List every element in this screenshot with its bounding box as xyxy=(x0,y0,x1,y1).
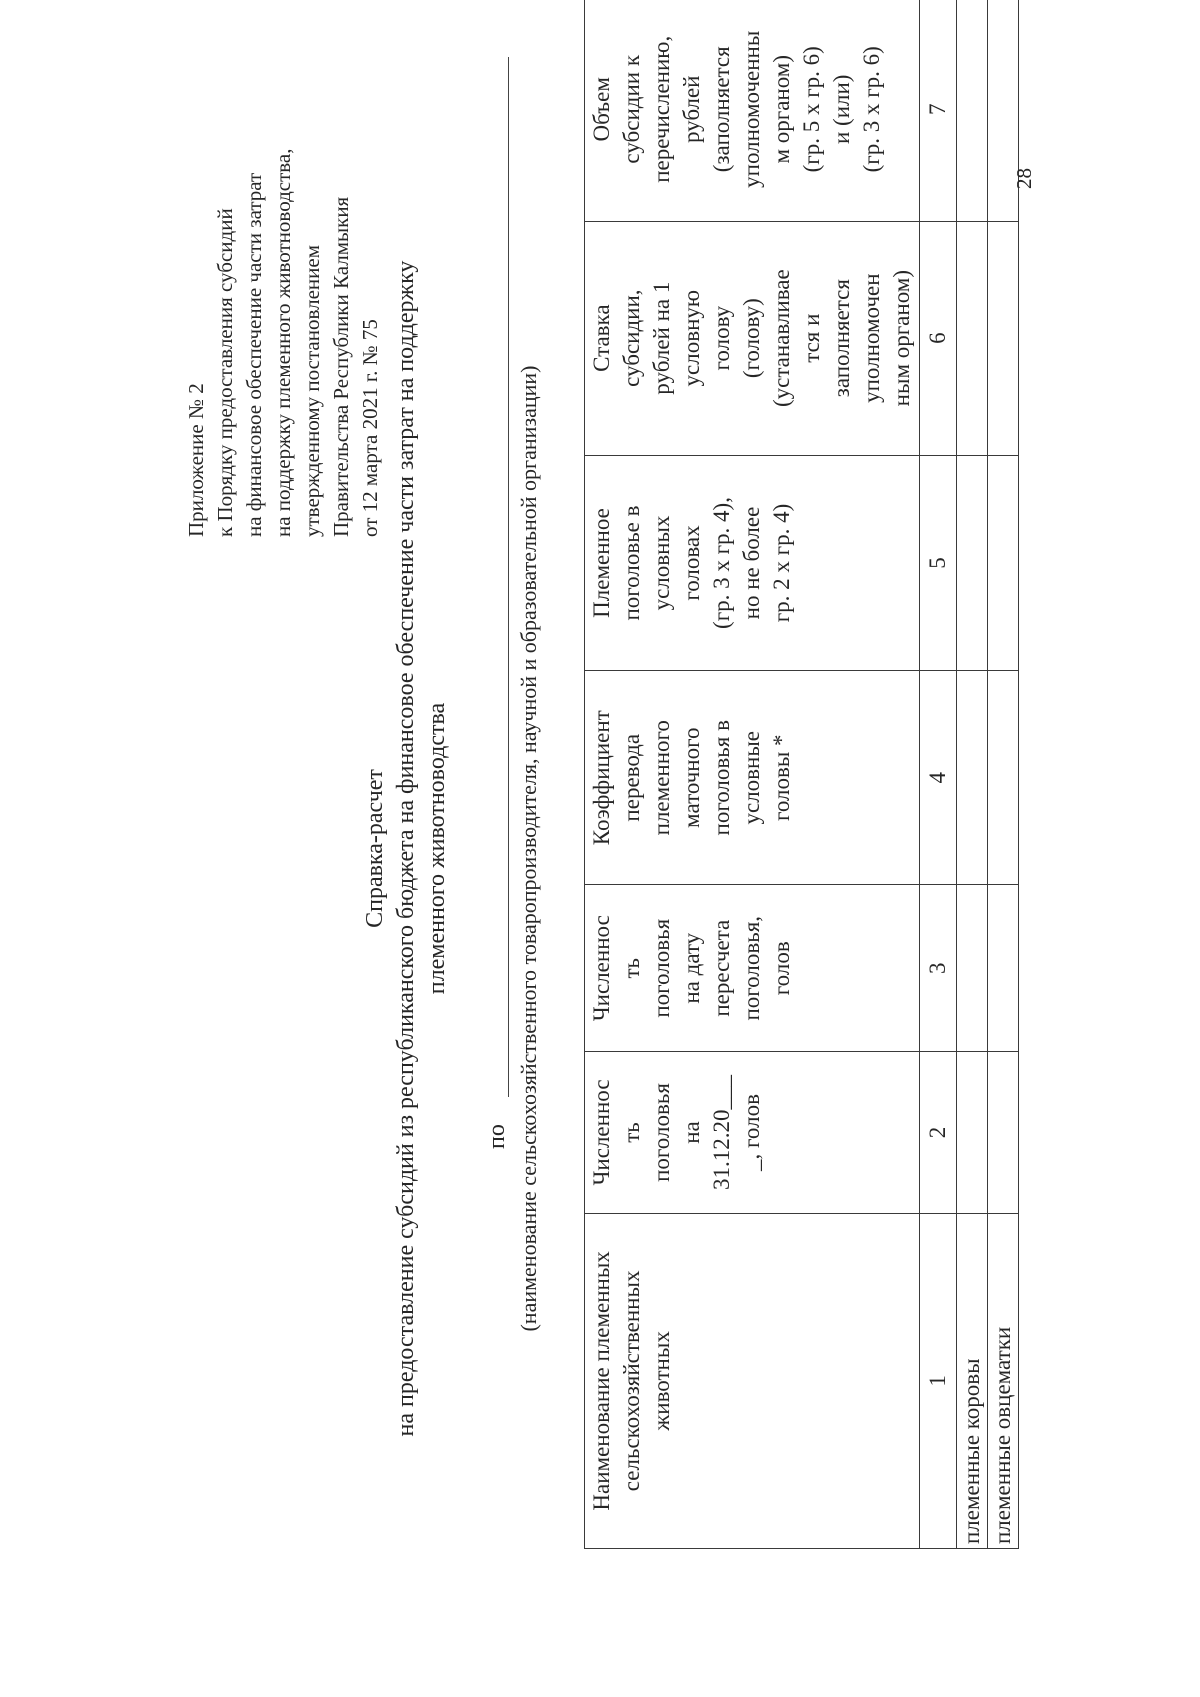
column-header-line: (гр. 3 х гр. 6) xyxy=(859,46,884,173)
title-heading: Справка-расчет xyxy=(362,769,388,928)
column-header-line: на xyxy=(679,1121,704,1144)
column-header-line: маточного xyxy=(679,727,704,828)
appendix-line: к Порядку предоставления субсидий xyxy=(213,208,237,537)
table-cell xyxy=(957,671,988,885)
column-header-line: поголовья в xyxy=(709,720,734,836)
column-header-line: поголовья xyxy=(649,1083,674,1182)
column-header-line: Наименование племенных xyxy=(589,1251,614,1511)
column-header-line: пересчета xyxy=(709,919,734,1017)
po-label: по xyxy=(484,1124,510,1149)
appendix-line: на поддержку племенного животноводства, xyxy=(271,148,295,537)
column-header-line: Ставка xyxy=(589,304,614,372)
table-cell xyxy=(957,0,988,221)
column-header-line: но не более xyxy=(739,506,764,620)
column-header-line: животных xyxy=(649,1331,674,1431)
column-header-line: субсидии, xyxy=(619,289,644,387)
column-header-line: перевода xyxy=(619,733,644,822)
column-header-line: Коэффициент xyxy=(589,710,614,846)
column-header-line: рублей xyxy=(679,75,704,144)
column-header-line: Объем xyxy=(589,77,614,142)
column-header-line: условных xyxy=(649,515,674,611)
table-cell xyxy=(988,885,1019,1052)
column-header-line: сельскохозяйственных xyxy=(619,1270,644,1492)
appendix-line: Правительства Республики Калмыкия xyxy=(329,196,353,537)
column-number: 6 xyxy=(920,221,957,455)
table-row xyxy=(957,0,988,1549)
animal-type-cell: племенные коровы xyxy=(957,1213,988,1548)
column-header xyxy=(585,455,920,670)
column-number: 5 xyxy=(920,455,957,670)
column-header-line: ть xyxy=(619,1122,644,1143)
column-header-line: голов xyxy=(769,941,794,996)
appendix-line: Приложение № 2 xyxy=(184,383,208,537)
title-line: на предоставление субсидий из республиканского бюджета на финансовое обеспечение части затрат на поддержку xyxy=(393,260,419,1437)
column-header-line: Численнос xyxy=(589,1079,614,1186)
table-cell xyxy=(957,1052,988,1214)
column-header-line: субсидии к xyxy=(619,54,644,164)
table-cell xyxy=(988,455,1019,670)
title-line: племенного животноводства xyxy=(424,702,450,995)
column-header-line: гр. 2 х гр. 4) xyxy=(769,503,794,623)
column-header-line: (гр. 5 х гр. 6) xyxy=(799,46,824,173)
column-header-line: условные xyxy=(739,730,764,825)
column-header xyxy=(585,1052,920,1214)
column-header-line: м органом) xyxy=(769,55,794,164)
table-cell xyxy=(988,1052,1019,1214)
appendix-line: от 12 марта 2021 г. № 75 xyxy=(358,319,382,537)
column-header-line: головы * xyxy=(769,734,794,822)
column-number: 4 xyxy=(920,671,957,885)
table-cell xyxy=(957,455,988,670)
table-cell xyxy=(957,221,988,455)
column-header-line: _, голов xyxy=(739,1094,764,1171)
column-header xyxy=(585,671,920,885)
table-cell xyxy=(988,671,1019,885)
column-header-line: и (или) xyxy=(829,74,854,145)
column-header-line: (устанавливае xyxy=(769,269,794,408)
page-number: 28 xyxy=(1012,168,1036,189)
table-row xyxy=(988,0,1019,1549)
appendix-line: на финансовое обеспечение части затрат xyxy=(242,172,266,537)
column-header-line: заполняется xyxy=(829,279,854,398)
appendix-line: утвержденному постановлением xyxy=(300,244,324,537)
column-header-line: поголовья, xyxy=(739,915,764,1021)
column-header-line: (гр. 3 х гр. 4), xyxy=(709,497,734,629)
column-number: 7 xyxy=(920,0,957,221)
column-header xyxy=(585,0,920,221)
document-title xyxy=(360,0,453,1697)
column-header-line: поголовье в xyxy=(619,505,644,621)
column-header-line: уполномоченны xyxy=(739,30,764,188)
animal-type-cell: племенные овцематки xyxy=(988,1213,1019,1548)
column-header-line: голову xyxy=(709,305,734,371)
column-header-line: Численнос xyxy=(589,915,614,1022)
column-header xyxy=(585,221,920,455)
column-header-line: ным органом) xyxy=(889,270,914,407)
table-cell xyxy=(988,221,1019,455)
column-header-line: рублей на 1 xyxy=(649,281,674,395)
column-header-line: поголовья xyxy=(649,918,674,1018)
column-header xyxy=(585,885,920,1052)
column-header-line: тся и xyxy=(799,313,824,363)
header-row xyxy=(585,0,920,1549)
column-header-line: 31.12.20___ xyxy=(709,1074,734,1190)
calculation-table xyxy=(584,0,1019,1549)
column-header-line: Племенное xyxy=(589,508,614,618)
column-number: 2 xyxy=(920,1052,957,1214)
appendix-block xyxy=(182,17,385,537)
column-header-line: головах xyxy=(679,525,704,601)
organization-blank-line xyxy=(508,57,509,1097)
column-number-row xyxy=(920,0,957,1549)
column-header-line: условную xyxy=(679,289,704,387)
column-header-line: ть xyxy=(619,957,644,979)
column-header xyxy=(585,1213,920,1548)
column-header-line: (заполняется xyxy=(709,46,734,173)
column-header-line: уполномочен xyxy=(859,273,884,403)
column-header-line: племенного xyxy=(649,720,674,836)
column-header-line: на дату xyxy=(679,932,704,1004)
column-header-line: (голову) xyxy=(739,298,764,379)
column-header-line: перечислению, xyxy=(649,35,674,183)
organization-caption: (наименование сельскохозяйственного товаропроизводителя, научной и образовательной организации) xyxy=(516,365,541,1332)
column-number: 3 xyxy=(920,885,957,1052)
column-number: 1 xyxy=(920,1213,957,1548)
table-cell xyxy=(957,885,988,1052)
